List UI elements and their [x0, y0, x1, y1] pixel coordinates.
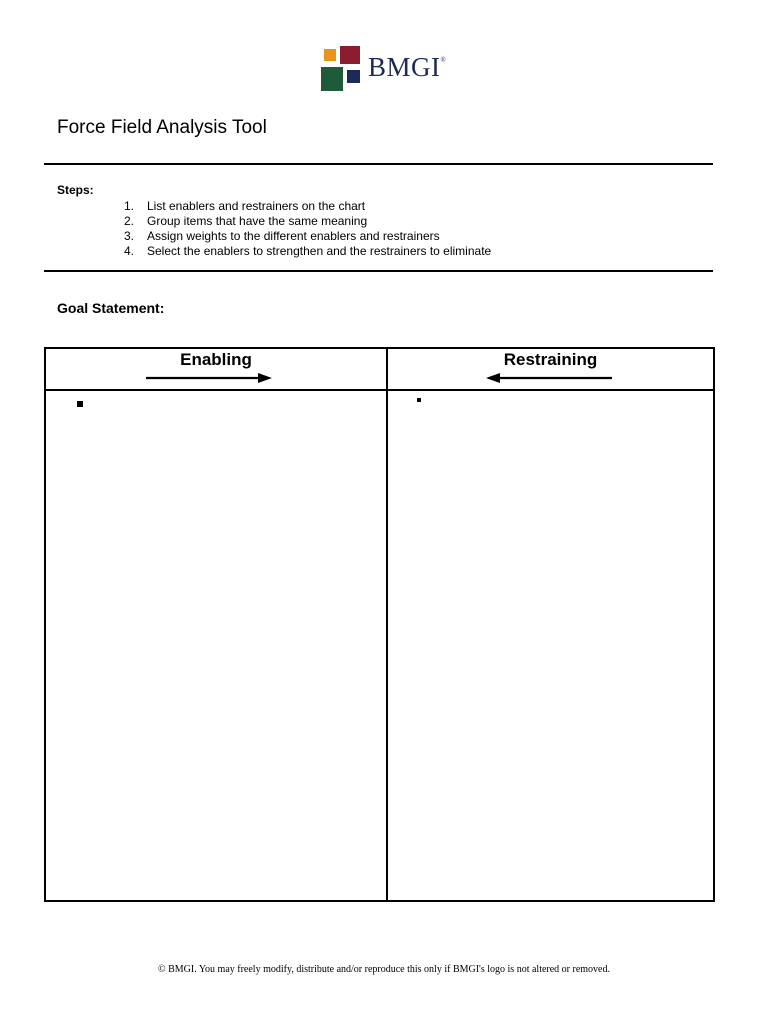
bmgi-logo: [321, 45, 451, 93]
restraining-bullet-icon: [417, 398, 421, 402]
table-column-divider: [386, 349, 388, 900]
logo-registered-mark: ®: [440, 56, 447, 64]
step-number: 1.: [124, 199, 135, 213]
step-item: [124, 199, 491, 214]
step-item: [124, 229, 491, 244]
step-text: Group items that have the same meaning: [147, 214, 368, 228]
restraining-header: Restraining: [503, 350, 598, 369]
copyright-footer: © BMGI. You may freely modify, distribute and/or reproduce this only if BMGI's logo is not altered or removed.: [157, 964, 610, 975]
logo-text: BMGI: [368, 52, 441, 82]
enabling-bullet-icon: [77, 401, 83, 407]
logo-squares-icon: [321, 45, 361, 93]
force-field-table: [44, 347, 715, 902]
logo-square-red: [340, 46, 360, 64]
logo-square-navy: [347, 70, 360, 83]
logo-wordmark: [368, 52, 446, 83]
arrow-left-icon: [486, 373, 612, 383]
step-number: 3.: [124, 229, 135, 243]
goal-statement-label: Goal Statement:: [57, 300, 165, 316]
steps-label: Steps:: [57, 183, 94, 197]
enabling-header: Enabling: [180, 350, 252, 369]
step-text: List enablers and restrainers on the chart: [147, 199, 366, 213]
logo-square-green: [321, 67, 343, 91]
step-number: 2.: [124, 214, 135, 228]
arrow-right-icon: [146, 373, 272, 383]
step-item: [124, 214, 491, 229]
step-text: Assign weights to the different enablers and restrainers: [147, 229, 440, 243]
divider-top: [44, 163, 713, 165]
logo-square-orange: [324, 49, 336, 61]
step-item: [124, 244, 491, 259]
table-header-divider: [46, 389, 713, 391]
steps-list: [124, 199, 491, 259]
step-text: Select the enablers to strengthen and the restrainers to eliminate: [147, 244, 492, 258]
divider-bottom: [44, 270, 713, 272]
step-number: 4.: [124, 244, 135, 258]
page-title: Force Field Analysis Tool: [57, 117, 267, 138]
